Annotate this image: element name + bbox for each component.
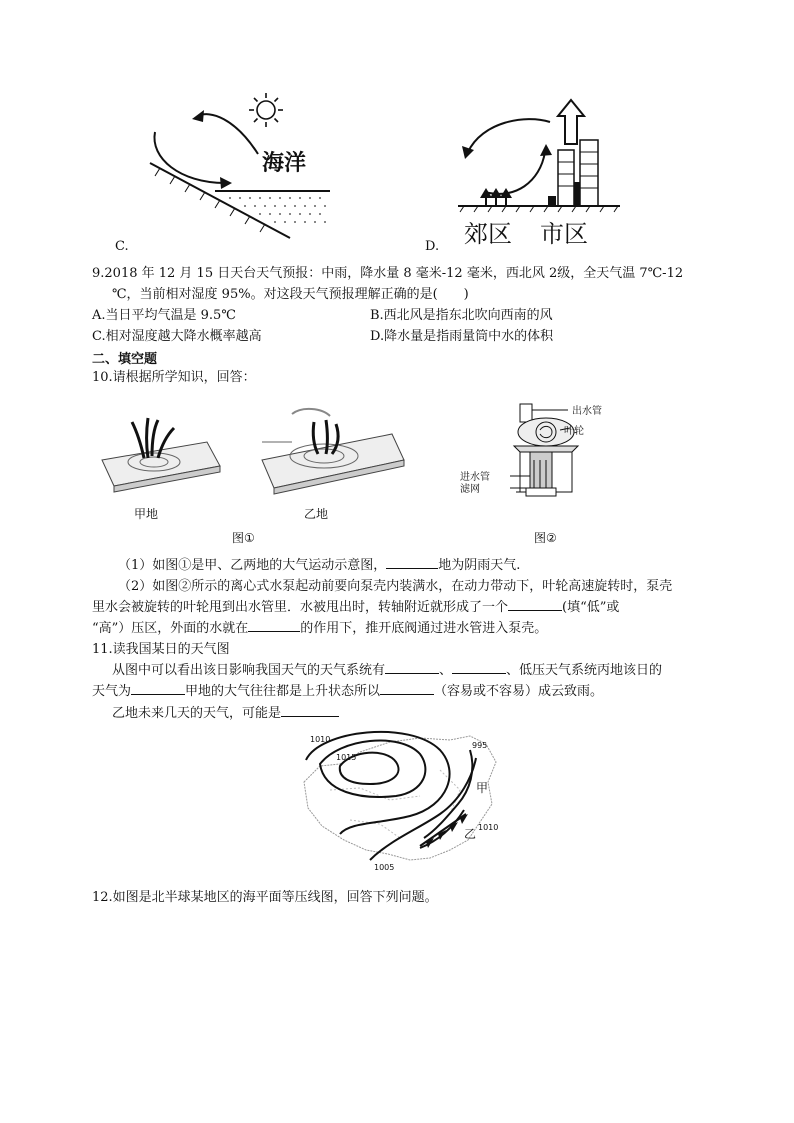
answer-blank[interactable]: [508, 598, 562, 611]
q9-option-b: B.西北风是指东北吹向西南的风: [370, 308, 553, 323]
q10-sub2-line2-text-a: 里水会被旋转的叶轮甩到出水管里．水被甩出时，转轴附近就形成了一个: [92, 600, 509, 615]
q11-line3: [112, 704, 339, 723]
q10-sub1-text-b: 地为阴雨天气.: [438, 558, 521, 573]
section-title: 二、填空题: [92, 352, 158, 367]
pump-label-filter: 滤网: [460, 484, 480, 495]
isobar-label-1005: 1005: [374, 863, 395, 872]
label-yi: 乙地: [304, 507, 329, 521]
sea-breeze-diagram: [100, 88, 340, 258]
answer-blank[interactable]: [385, 661, 439, 674]
q11-line1-text-b: 、低压天气系统丙地该日的: [506, 663, 663, 678]
answer-blank[interactable]: [281, 704, 339, 717]
q10-sub2-line3: [92, 619, 547, 638]
figure-1-caption: 图①: [232, 531, 255, 545]
sun-icon: [249, 93, 283, 127]
q10-sub2-line2: [92, 598, 619, 617]
q10-figure-1: [92, 400, 422, 550]
q10-sub2-line3-text-a: “高”）压区，外面的水就在: [92, 621, 249, 636]
answer-blank[interactable]: [380, 682, 434, 695]
q10-sub2-line3-text-b: 的作用下，推开底阀通过进水管进入泵壳。: [300, 621, 548, 636]
q10-stem: 10.请根据所学知识，回答：: [92, 370, 256, 385]
figure-c: [100, 88, 340, 258]
sea-label: 海洋: [262, 151, 307, 176]
centrifugal-pump-diagram: [460, 400, 610, 550]
isobar-label-1010-b: 1010: [478, 823, 499, 832]
map-label-yi: 乙: [464, 827, 477, 841]
map-label-jia: 甲: [476, 781, 489, 795]
pump-label-inlet: 进水管: [460, 472, 490, 483]
q10-sub1-text-a: （1）如图①是甲、乙两地的大气运动示意图，: [118, 558, 387, 573]
answer-blank[interactable]: [248, 619, 300, 632]
option-d-label: D.: [425, 239, 440, 254]
figure-d: [440, 92, 630, 252]
q12-stem: 12.如图是北半球某地区的海平面等压线图，回答下列问题。: [92, 890, 438, 905]
option-c-label: C.: [115, 239, 129, 254]
isobar-label-995: 995: [472, 741, 488, 750]
answer-blank[interactable]: [386, 556, 438, 569]
q11-line1-sep: 、: [439, 663, 453, 678]
q10-sub2-line2-text-b: (填“低”或: [562, 600, 620, 615]
answer-blank[interactable]: [452, 661, 506, 674]
q11-weather-map: [300, 730, 510, 880]
suburb-label: 郊区: [464, 220, 512, 248]
q11-line3-text-a: 乙地未来几天的天气，可能是: [112, 706, 282, 721]
urban-heat-island-diagram: [440, 92, 630, 252]
atmosphere-motion-diagram: [92, 400, 422, 550]
q10-sub2-line1: （2）如图②所示的离心式水泵起动前要向泵壳内装满水，在动力带动下，叶轮高速旋转时，泵壳: [118, 579, 673, 594]
q11-stem: 11.读我国某日的天气图: [92, 642, 230, 657]
q11-line1: [112, 661, 662, 680]
weather-map-diagram: [300, 730, 510, 880]
q9-option-d: D.降水量是指雨量筒中水的体积: [370, 329, 554, 344]
q10-sub1: [118, 556, 520, 575]
q9-option-c: C.相对湿度越大降水概率越高: [92, 329, 262, 344]
pump-label-outlet: 出水管: [572, 406, 602, 417]
city-label: 市区: [540, 220, 588, 248]
q11-line2: [92, 682, 603, 701]
q9-option-a: A.当日平均气温是 9.5℃: [92, 308, 236, 323]
q11-line2-text-a: 天气为: [92, 684, 132, 699]
isobar-label-1015: 1015: [336, 753, 357, 762]
label-jia: 甲地: [134, 507, 159, 521]
pump-label-impeller: 叶轮: [564, 426, 584, 437]
isobar-label-1010-a: 1010: [310, 735, 331, 744]
figure-2-caption: 图②: [534, 531, 557, 545]
q11-line2-text-c: （容易或不容易）成云致雨。: [434, 684, 604, 699]
q9-stem-line2: ℃，当前相对湿度 95%。对这段天气预报理解正确的是( ): [112, 287, 469, 302]
answer-blank[interactable]: [131, 682, 185, 695]
q10-figure-2: [460, 400, 610, 550]
tree-icons: [480, 188, 512, 206]
q11-line1-text-a: 从图中可以看出该日影响我国天气的天气系统有: [112, 663, 386, 678]
q11-line2-text-b: 甲地的大气往往都是上升状态所以: [185, 684, 381, 699]
q9-stem-line1: 9.2018 年 12 月 15 日天台天气预报：中雨，降水量 8 毫米-12 毫米，西北风 2级，全天气温 7℃-12: [92, 266, 684, 281]
